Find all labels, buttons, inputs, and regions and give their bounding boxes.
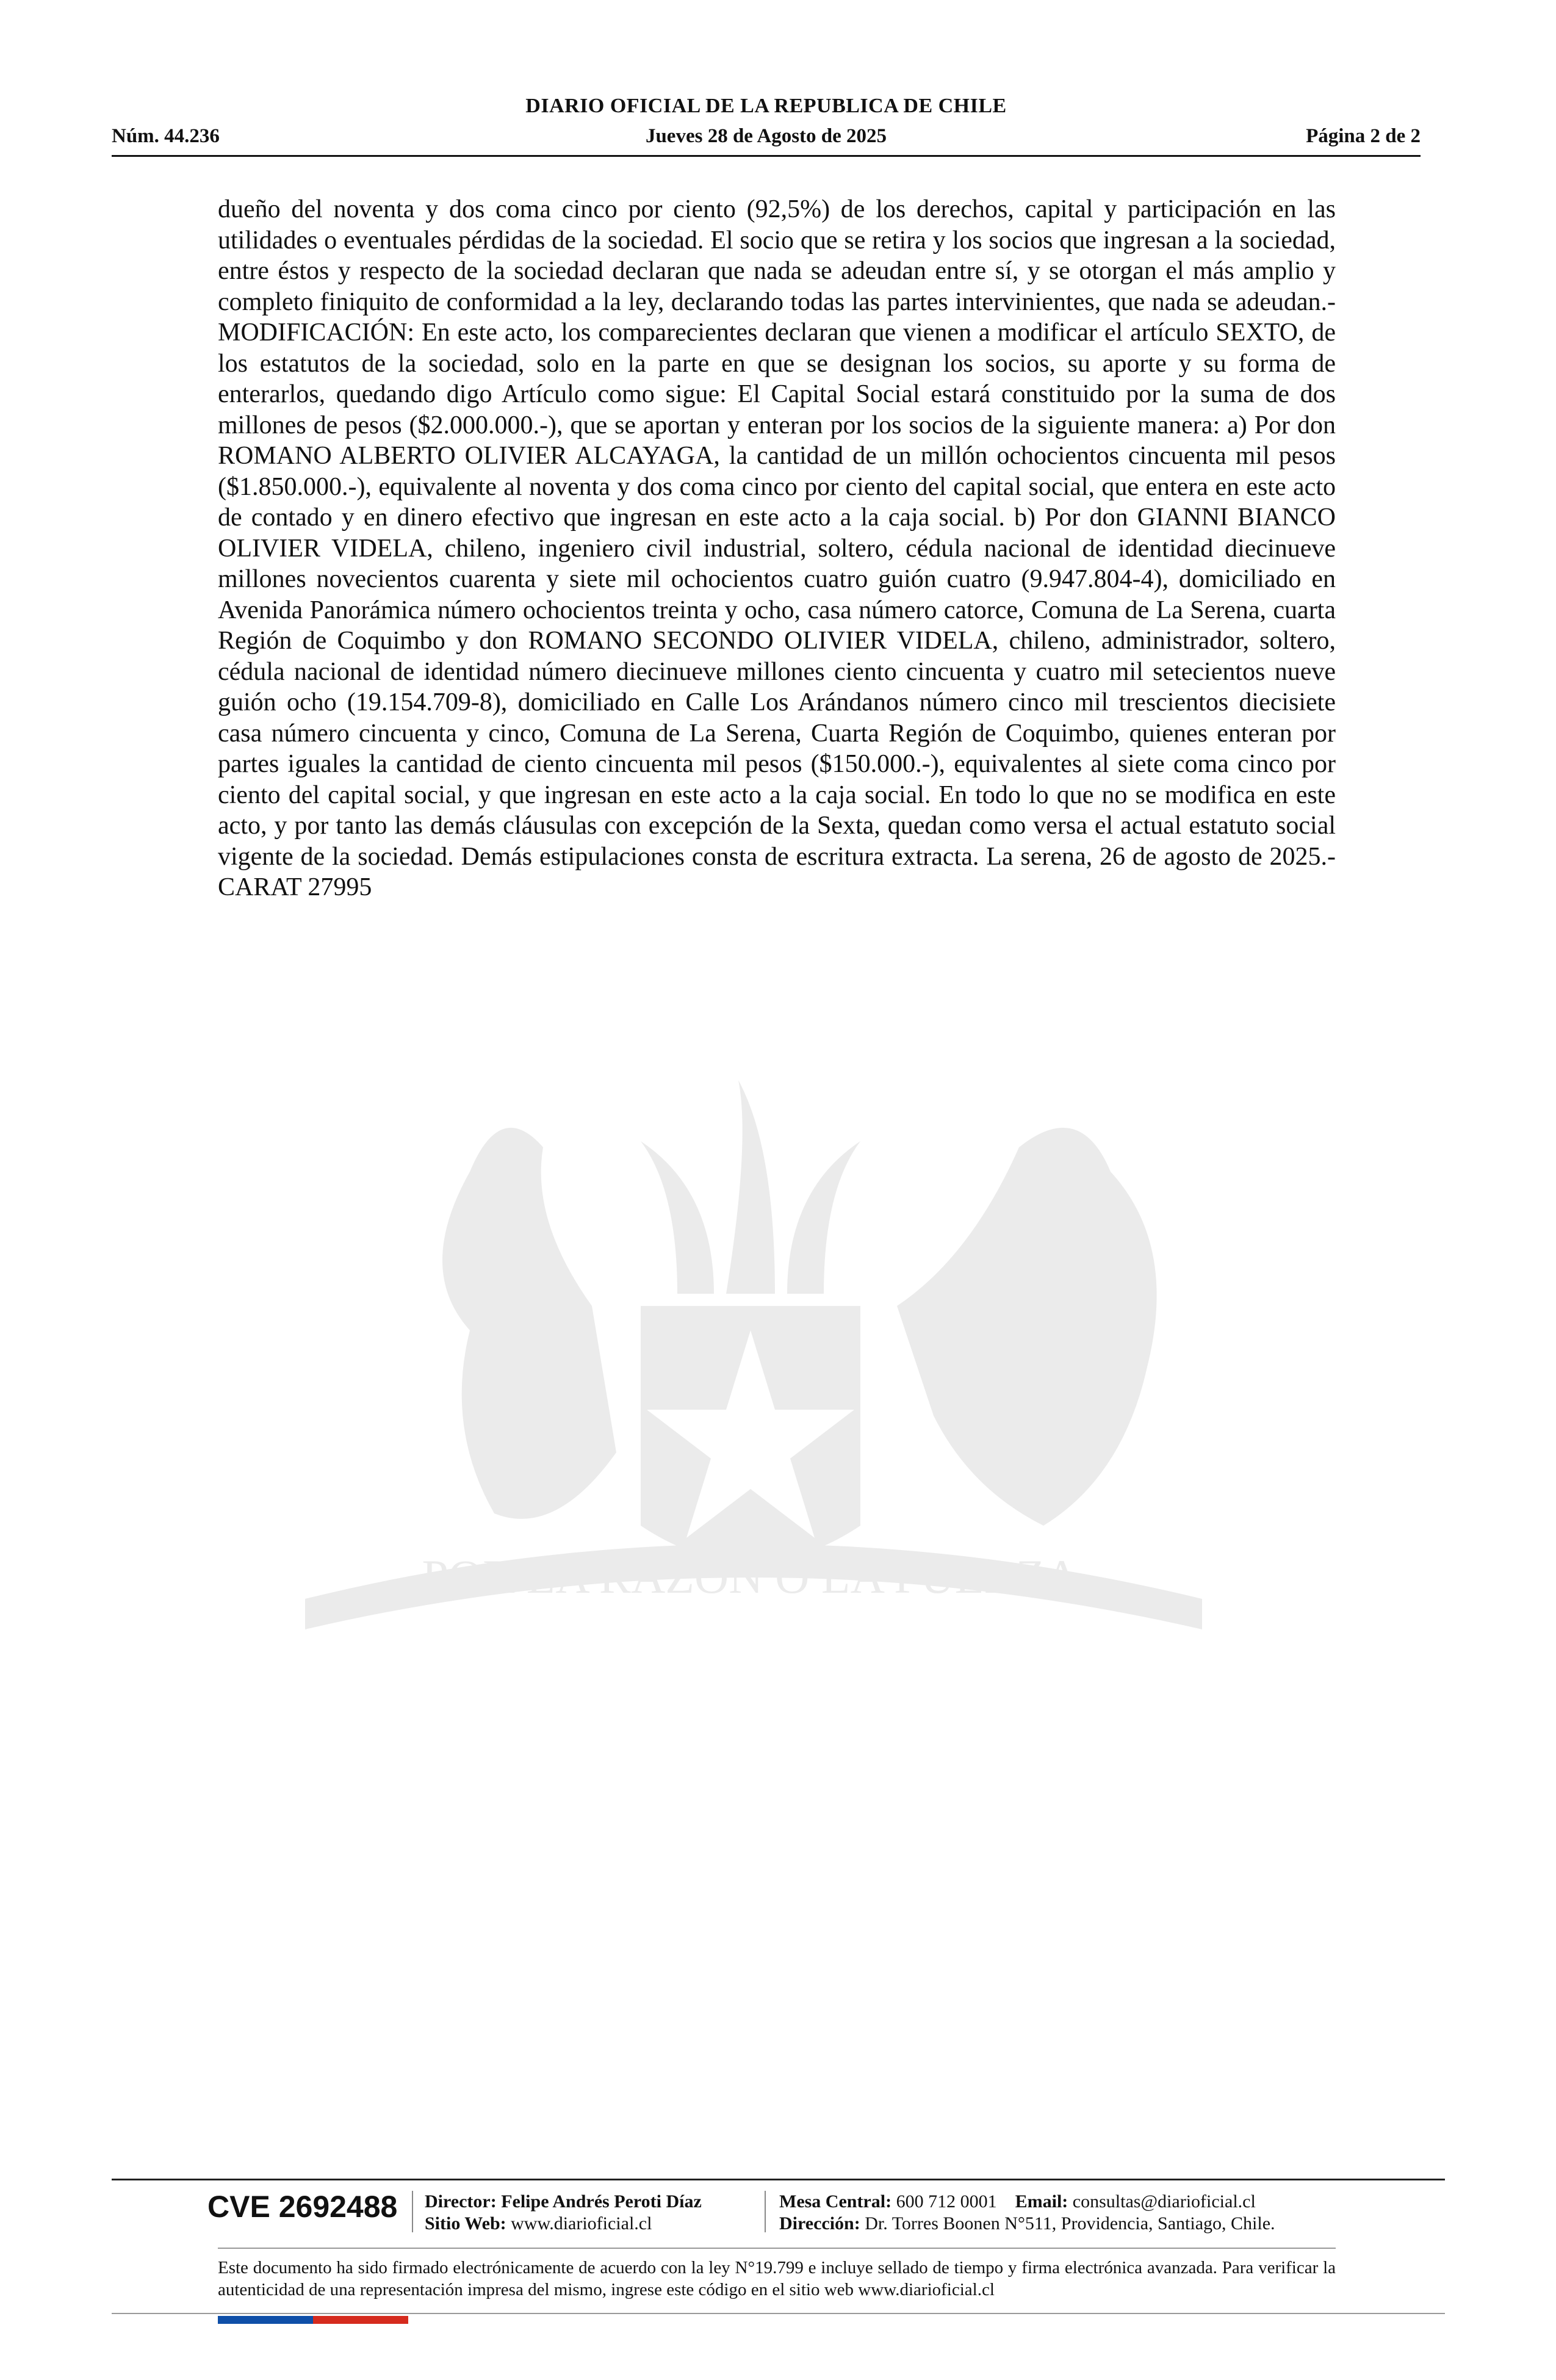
coat-of-arms-watermark-icon — [214, 989, 1288, 1678]
publication-title: DIARIO OFICIAL DE LA REPUBLICA DE CHILE — [525, 95, 1007, 117]
mesa-central-label: Mesa Central: — [779, 2191, 892, 2212]
page-indicator: Página 2 de 2 — [1306, 125, 1421, 147]
footer-divider-mid — [218, 2248, 1336, 2249]
footer-director-block — [425, 2191, 702, 2235]
flag-stripe — [218, 2316, 408, 2324]
footer-divider-bottom — [112, 2313, 1445, 2314]
footer-divider-top — [112, 2179, 1445, 2180]
address-value: Dr. Torres Boonen N°511, Providencia, Santiago, Chile. — [865, 2213, 1275, 2234]
footer-contact-block — [779, 2191, 1275, 2235]
cve-code: CVE 2692488 — [207, 2190, 398, 2224]
website-link[interactable]: www.diarioficial.cl — [511, 2213, 652, 2234]
flag-blue-segment — [218, 2316, 313, 2324]
issue-date: Jueves 28 de Agosto de 2025 — [645, 125, 887, 147]
issue-number: Núm. 44.236 — [112, 125, 220, 147]
footer-separator — [412, 2191, 413, 2232]
legal-notice: Este documento ha sido firmado electrónicamente de acuerdo con la ley N°19.799 e incluye sellado de tiempo y firma electrónica avanzada. Para verificar la autenticidad de una representación impresa del mismo, ingrese este código en el sitio web www.diarioficial.cl — [218, 2258, 1336, 2299]
director-name: Felipe Andrés Peroti Díaz — [501, 2191, 702, 2212]
address-label: Dirección: — [779, 2213, 860, 2234]
page-header — [112, 95, 1421, 156]
footer-separator — [765, 2191, 766, 2232]
flag-red-segment — [313, 2316, 408, 2324]
mesa-central-phone: 600 712 0001 — [896, 2191, 997, 2212]
director-label: Director: — [425, 2191, 497, 2212]
email-link[interactable]: consultas@diarioficial.cl — [1072, 2191, 1256, 2212]
seal-motto: POR LA RAZÓN O LA FUERZA — [422, 1550, 1079, 1603]
email-label: Email: — [1015, 2191, 1068, 2212]
body-text: dueño del noventa y dos coma cinco por ciento (92,5%) de los derechos, capital y participación en las utilidades o eventuales pérdidas de la sociedad. El socio que se retira y los socios que ingresan a la sociedad, entre éstos y respecto de la sociedad declaran que nada se adeudan entre sí, y se otorgan el más amplio y completo finiquito de conformidad a la ley, declarando todas las partes intervinientes, que nada se adeudan.- MODIFICACIÓN: En este acto, los comparecientes declaran que vienen a modificar el artículo SEXTO, de los estatutos de la sociedad, solo en la parte en que se designan los socios, su aporte y su forma de enterarlos, quedando digo Artículo como sigue: El Capital Social estará constituido por la suma de dos millones de pesos ($2.000.000.-), que se aportan y enteran por los socios de la siguiente manera: a) Por don ROMANO ALBERTO OLIVIER ALCAYAGA, la cantidad de un millón ochocientos cincuenta mil pesos ($1.850.000.-), equivalente al noventa y dos coma cinco por ciento del capital social, que entera en este acto de contado y en dinero efectivo que ingresan en este acto a la caja social. b) Por don GIANNI BIANCO OLIVIER VIDELA, chileno, ingeniero civil industrial, soltero, cédula nacional de identidad diecinueve millones novecientos cuarenta y siete mil ochocientos cuatro guión cuatro (9.947.804-4), domiciliado en Avenida Panorámica número ochocientos treinta y ocho, casa número catorce, Comuna de La Serena, cuarta Región de Coquimbo y don ROMANO SECONDO OLIVIER VIDELA, chileno, administrador, soltero, cédula nacional de identidad número diecinueve millones ciento cincuenta y cuatro mil setecientos nueve guión ocho (19.154.709-8), domiciliado en Calle Los Arándanos número cinco mil trescientos diecisiete casa número cincuenta y cinco, Comuna de La Serena, Cuarta Región de Coquimbo, quienes enteran por partes iguales la cantidad de ciento cincuenta mil pesos ($150.000.-), equivalentes al siete coma cinco por ciento del capital social, y que ingresan en este acto a la caja social. En todo lo que no se modifica en este acto, y por tanto las demás cláusulas con excepción de la Sexta, quedan como versa el actual estatuto social vigente de la sociedad. Demás estipulaciones consta de escritura extracta. La serena, 26 de agosto de 2025.- CARAT 27995 — [218, 195, 1336, 901]
website-label: Sitio Web: — [425, 2213, 506, 2234]
header-divider — [112, 155, 1421, 157]
